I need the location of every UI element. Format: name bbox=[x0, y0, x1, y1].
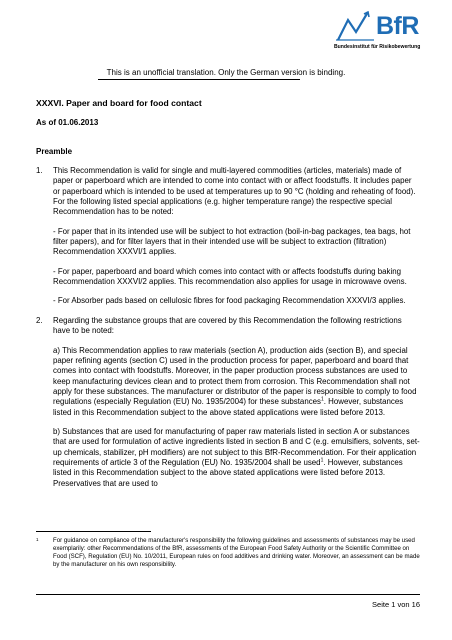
translation-notice: This is an unofficial translation. Only the German version is binding. bbox=[106, 68, 346, 77]
document-body bbox=[36, 98, 420, 498]
item-paragraph: - For paper, paperboard and board which comes into contact with or affects foodstuffs during baking Recommendation XXXVI/2 applies. This recommendation also applies for usage in microwave ovens. bbox=[53, 266, 407, 287]
footnote-ref[interactable]: 1 bbox=[320, 457, 324, 464]
footnote-separator bbox=[36, 531, 151, 532]
preamble-heading: Preamble bbox=[36, 146, 73, 156]
numbered-item-1 bbox=[36, 166, 420, 307]
as-of-date: As of 01.06.2013 bbox=[36, 118, 99, 128]
footnote-ref[interactable]: 1 bbox=[321, 396, 324, 403]
footnote-text: For guidance on compliance of the manufacturer's responsibility the following guidelines and assessments of substances may be used exemplarily: other Recommendations of the BfR, assessments of the European Food Safety Authority or the Scientific Committee on Food (SCF), Regulation (EU) No. 10/2011, European rules on food additives and drinking water. Moreover, an assessment can be made by the manufacturer on his own responsibility. bbox=[53, 537, 420, 569]
item-number: 2. bbox=[36, 315, 43, 325]
bfr-logo bbox=[334, 10, 430, 50]
footnote bbox=[36, 537, 420, 569]
footer-rule bbox=[36, 594, 420, 595]
item-paragraph: This Recommendation is valid for single and multi-layered commodities (articles, materials) made of paper or paperboard which are intended to come into contact with or affect foodstuffs. It includes paper or paperboard which is intended to be used at temperatures up to 90 °C (holding and reheating of food). For the following listed special applications (e.g. higher temperature range) the respective special Recommendation has to be noted: bbox=[53, 166, 416, 217]
logo-subtitle: Bundesinstitut für Risikobewertung bbox=[334, 44, 421, 50]
item-paragraph: - For paper that in its intended use will be subject to hot extraction (boil-in-bag packages, tea bags, hot filter papers), and for filter layers that in their intended use will be subject to extraction (filtration) Recommendation XXXVI/1 applies. bbox=[53, 226, 411, 257]
item-paragraph-a: a) This Recommendation applies to raw materials (section A), production aids (section B), and special paper refining agents (section C) used in the production process for paper, paperboard and board that comes into contact with foodstuffs. Moreover, in the paper production process substances are used to keep manufacturing devices clean and to protect them from corrosion. This Recommendation shall not apply for these substances. The manufacturer or distributor of the paper is responsible to comply to food regulations (especially Regulation (EU) No. 1935/2004) for these substances$^1$. However, substances listed in this Recommendation subject to the above stated applications were listed before 2013. bbox=[53, 345, 417, 417]
item-paragraph-b: b) Substances that are used for manufacturing of paper raw materials listed in section A or substances that are used for formulation of active ingredients listed in section B and C (e.g. emulsifiers, solvents, set-up chemicals, stabilizer, pH modifiers) are not subject to this BfR-Recommendation. For their application requirements of article 3 of the Regulation (EU) No. 1935/2004 shall be used$^1$. However, substances listed in this Recommendation subject to the above stated applications were listed before 2013. Preservatives that are used to bbox=[53, 426, 420, 488]
page-number: Seite 1 von 16 bbox=[372, 600, 420, 609]
document-title: XXXVI. Paper and board for food contact bbox=[36, 98, 202, 108]
item-number: 1. bbox=[36, 166, 43, 176]
item-paragraph: - For Absorber pads based on cellulosic fibres for food packaging Recommendation XXXVI/3 applies. bbox=[53, 296, 406, 306]
notice-underline bbox=[98, 79, 300, 80]
logo-wordmark: BfR bbox=[376, 12, 419, 40]
bfr-logo-icon bbox=[334, 10, 378, 42]
numbered-item-2 bbox=[36, 316, 420, 489]
item-paragraph: Regarding the substance groups that are covered by this Recommendation the following restrictions have to be noted: bbox=[53, 315, 402, 336]
footnote-number: 1 bbox=[36, 537, 39, 542]
